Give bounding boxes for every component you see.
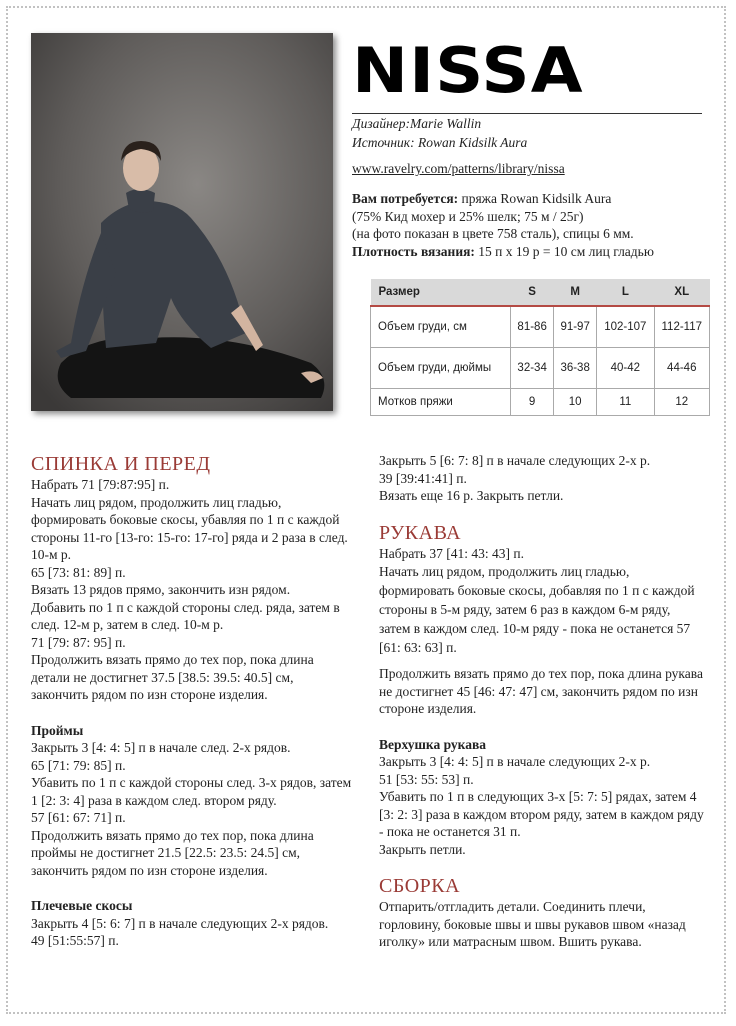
paragraph: Продолжить вязать прямо до тех пор, пока длина проймы не достигнет 21.5 [22.5: 23.5: 24.5] см, закончить рядом по изн стороне изделия. <box>31 827 314 878</box>
header-cell: S <box>511 279 554 306</box>
gauge-label: Плотность вязания: <box>352 243 475 259</box>
paragraph: 65 [71: 79: 85] п. <box>31 757 126 773</box>
paragraph: Отпарить/отгладить детали. Соединить плечи, горловину, боковые швы и швы рукавов швом «назад иголку» или матрасным швом. Вшить рукава. <box>379 899 686 949</box>
section-heading-back-front: СПИНКА И ПЕРЕД <box>31 453 211 475</box>
paragraph: Закрыть 3 [4: 4: 5] п в начале след. 2-х рядов. <box>31 740 291 755</box>
header-cell: M <box>554 279 597 306</box>
pattern-title: NISSA <box>352 34 584 107</box>
table-cell: 12 <box>654 389 709 416</box>
table-cell: 10 <box>554 389 597 416</box>
materials-block <box>352 190 712 260</box>
paragraph: 71 [79: 87: 95] п. <box>31 634 126 650</box>
paragraph: Закрыть 5 [6: 7: 8] п в начале следующих 2-х р. <box>379 453 651 468</box>
paragraph: Закрыть 4 [5: 6: 7] п в начале следующих 2-х рядов. <box>31 915 329 931</box>
designer-line: Дизайнер:Marie Wallin <box>352 116 482 131</box>
table-row <box>371 389 710 416</box>
materials-composition: (75% Кид мохер и 25% шелк; 75 м / 25г) <box>352 208 584 224</box>
subheading-shoulders: Плечевые скосы <box>31 898 133 913</box>
materials-color: (на фото показан в цвете 758 сталь), спицы 6 мм. <box>352 226 634 241</box>
right-column <box>379 452 705 951</box>
paragraph: Добавить по 1 п с каждой стороны след. ряда, затем в след. 12-м р, затем в след. 10-м р. <box>31 599 340 632</box>
paragraph: Продолжить вязать прямо до тех пор, пока длина детали не достигнет 37.5 [38.5: 39.5: 40.5] см, закончить рядом по изн стороне изделия. <box>31 652 314 702</box>
table-cell: 40-42 <box>597 348 654 389</box>
paragraph: Набрать 71 [79:87:95] п. <box>31 477 170 492</box>
materials-label: Вам потребуется: <box>352 191 459 206</box>
gauge-text: 15 п x 19 р = 10 см лиц гладью <box>474 243 654 259</box>
table-cell: Мотков пряжи <box>371 389 511 416</box>
paragraph: 51 [53: 55: 53] п. <box>379 771 474 787</box>
table-cell: 81-86 <box>511 306 554 348</box>
paragraph: Закрыть 3 [4: 4: 5] п в начале следующих 2-х р. <box>379 754 651 769</box>
table-cell: Объем груди, дюймы <box>371 348 511 389</box>
model-photo <box>31 33 333 411</box>
paragraph: Продолжить вязать прямо до тех пор, пока длина рукава не достигнет 45 [46: 47: 47] см, закончить рядом по изн стороне изделия. <box>379 666 703 716</box>
table-cell: 32-34 <box>511 348 554 389</box>
table-cell: 11 <box>597 389 654 416</box>
subheading-sleeve-cap: Верхушка рукава <box>379 736 487 752</box>
materials-yarn: пряжа Rowan Kidsilk Aura <box>458 191 612 206</box>
section-heading-assembly: СБОРКА <box>379 875 461 897</box>
paragraph: Закрыть петли. <box>379 841 466 857</box>
table-cell: 112-117 <box>654 306 709 348</box>
paragraph: 49 [51:55:57] п. <box>31 933 119 948</box>
paragraph: 57 [61: 67: 71] п. <box>31 810 126 825</box>
source-line: Источник: Rowan Kidsilk Aura <box>352 135 528 150</box>
paragraph: 65 [73: 81: 89] п. <box>31 564 126 580</box>
table-cell: 91-97 <box>554 306 597 348</box>
ravelry-link[interactable]: www.ravelry.com/patterns/library/nissa <box>352 161 565 176</box>
section-heading-sleeves: РУКАВА <box>379 521 462 544</box>
table-cell: 36-38 <box>554 348 597 389</box>
table-cell: 102-107 <box>597 306 654 348</box>
table-cell: Объем груди, см <box>371 306 511 348</box>
paragraph: Убавить по 1 п с каждой стороны след. 3-х рядов, затем 1 [2: 3: 4] раза в каждом след. втором ряду. <box>31 775 352 808</box>
pattern-meta <box>352 114 527 152</box>
table-row <box>371 306 710 348</box>
paragraph: 39 [39:41:41] п. <box>379 470 467 486</box>
table-cell: 44-46 <box>654 348 709 389</box>
header-cell: XL <box>654 279 709 306</box>
subheading-armholes: Проймы <box>31 722 84 738</box>
header-cell: Размер <box>371 279 511 306</box>
size-table <box>370 279 710 416</box>
paragraph: Вязать еще 16 р. Закрыть петли. <box>379 488 564 503</box>
paragraph: Вязать 13 рядов прямо, закончить изн рядом. <box>31 582 291 597</box>
paragraph: Начать лиц рядом, продолжить лиц гладью, формировать боковые скосы, добавляя по 1 п с каждой стороны в 5-м ряду, затем 6 раз в каждом 6-м ряду, затем в каждом след. 10-м ряду - пока не останется 57 [61: 63: 63] п. <box>379 564 695 655</box>
left-column <box>31 452 353 950</box>
header-cell: L <box>597 279 654 306</box>
paragraph: Набрать 37 [41: 43: 43] п. <box>379 545 525 561</box>
table-row <box>371 348 710 389</box>
table-cell: 9 <box>511 389 554 416</box>
size-table-header <box>371 279 710 306</box>
paragraph: Убавить по 1 п в следующих 3-х [5: 7: 5] рядах, затем 4 [3: 2: 3] раза в каждом втором ряду, затем в каждом ряду - пока не останется 31 п. <box>379 789 704 839</box>
paragraph: Начать лиц рядом, продолжить лиц гладью, формировать боковые скосы, убавляя по 1 п с каждой стороны 11-го [13-го: 15-го: 17-го] ряда и 2 раза в след. 10-м р. <box>31 494 348 562</box>
